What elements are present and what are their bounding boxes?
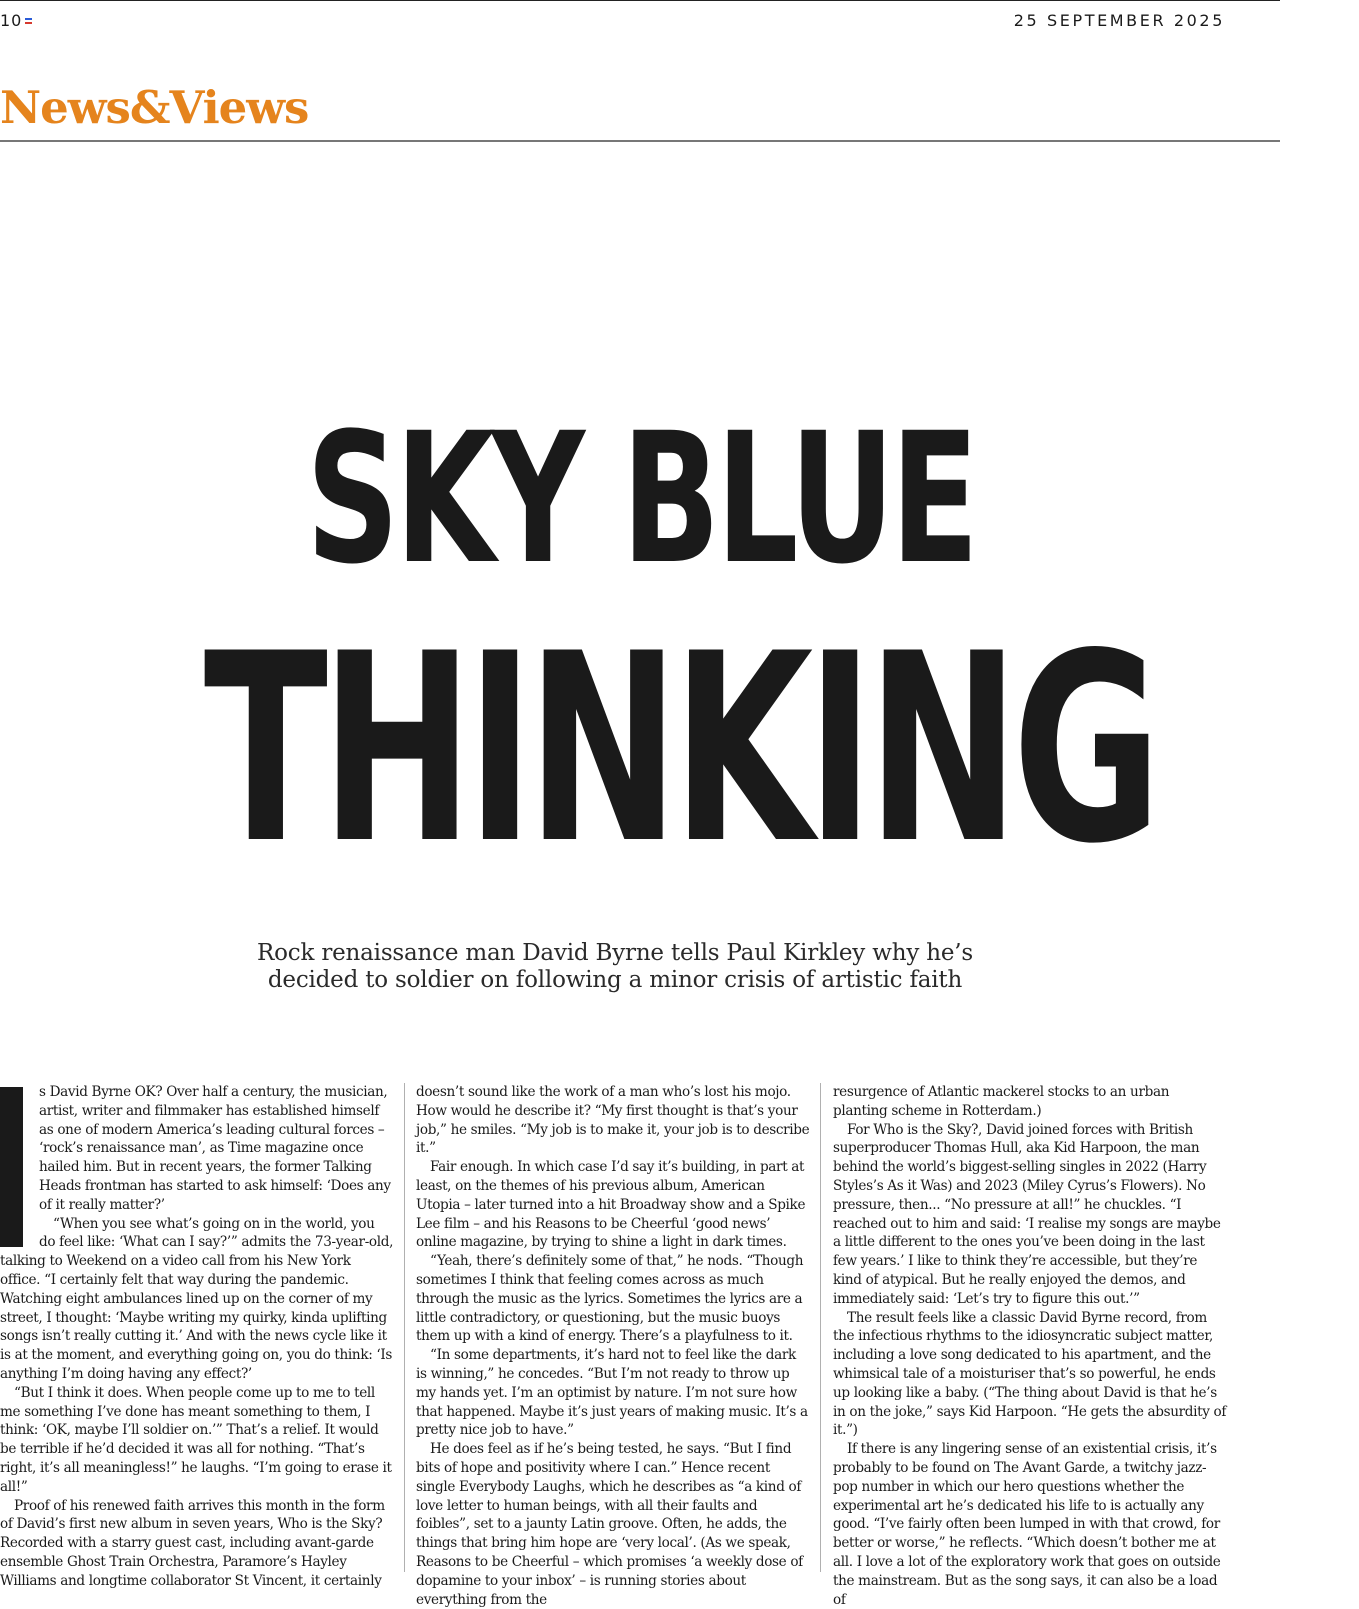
section-title: News&Views [0, 81, 309, 134]
paragraph: s David Byrne OK? Over half a century, the musician, artist, writer and filmmaker has established himself as one of modern America’s leading cultural forces – ‘rock’s renaissance man’, as Time magazine once hailed him. But in recent years, the former Talking Heads frontman has started to ask himself: ‘Does any of it really matter?’ [39, 1084, 391, 1213]
article-column-1 [0, 1083, 394, 1589]
standfirst-line-2: decided to soldier on following a minor crisis of artistic faith [267, 967, 963, 993]
issue-date: 25 SEPTEMBER 2025 [1013, 11, 1225, 30]
article-column-3 [833, 1083, 1227, 1608]
column-divider [404, 1083, 405, 1572]
drop-cap [0, 1087, 23, 1247]
paragraph: If there is any lingering sense of an existential crisis, it’s probably to be found on The Avant Garde, a twitchy jazz-pop number in which our hero questions whether the experimental art he’s dedicated his life to is actually any good. “I’ve fairly often been lumped in with that crowd, for better or worse,” he reflects. “Which doesn’t bother me at all. I love a lot of the exploratory work that goes on outside the mainstream. But as the song says, it can also be a load of [833, 1441, 1221, 1608]
paragraph: He does feel as if he’s being tested, he says. “But I find bits of hope and positivity where I can.” Hence recent single Everybody Laughs, which he describes as “a kind of love letter to human beings, with all their faults and foibles”, set to a jaunty Latin groove. Often, he adds, the things that bring him hope are ‘very local’. (As we speak, Reasons to be Cheerful – which promises ‘a weekly dose of dopamine to your inbox’ – is running stories about everything from the [416, 1441, 803, 1608]
paragraph: “In some departments, it’s hard not to feel like the dark is winning,” he concedes. “But I’m not ready to throw up my hands yet. I’m an optimist by nature. I’m not sure how that happened. Maybe it’s just years of making music. It’s a pretty nice job to have.” [416, 1347, 808, 1439]
page-number: 10 [0, 11, 32, 30]
paragraph: For Who is the Sky?, David joined forces with British superproducer Thomas Hull, aka Kid Harpoon, the man behind the world’s biggest-selling singles in 2022 (Harry Styles’s As it Was) and 2023 (Miley Cyrus’s Flowers). No pressure, then... “No pressure at all!” he chuckles. “I reached out to him and said: ‘I realise my songs are maybe a little different to the ones you’ve been doing in the last few years.’ I like to think they’re accessible, but they’re kind of atypical. But he really enjoyed the demos, and immediately said: ‘Let’s try to figure this out.’” [833, 1121, 1221, 1307]
headline-line-1: SKY BLUE [305, 395, 975, 604]
paragraph: Proof of his renewed faith arrives this month in the form of David’s first new album in seven years, Who is the Sky? Recorded with a starry guest cast, including avant-garde ensemble Ghost Train Orchestra, Paramore’s Hayley Williams and longtime collaborator St Vincent, it certainly [0, 1497, 385, 1589]
headline-line-2: THINKING [203, 599, 1155, 901]
column-divider [820, 1083, 821, 1572]
paragraph: “Yeah, there’s definitely some of that,” he nods. “Though sometimes I think that feeling comes across as much through the music as the lyrics. Sometimes the lyrics are a little contradictory, or questioning, but the music buoys them up with a kind of energy. There’s a playfulness to it. [416, 1253, 804, 1345]
paragraph: The result feels like a classic David Byrne record, from the infectious rhythms to the idiosyncratic subject matter, including a love song dedicated to his apartment, and the whimsical tale of a moisturiser that’s so powerful, he ends up looking like a baby. (“The thing about David is that he’s in on the joke,” says Kid Harpoon. “He gets the absurdity of it.”) [833, 1309, 1227, 1439]
section-rule [0, 140, 1280, 142]
paragraph: doesn’t sound like the work of a man who’s lost his mojo. How would he describe it? “My first thought is that’s your job,” he smiles. “My job is to make it, your job is to describe it.” [416, 1084, 810, 1157]
top-rule [0, 0, 1280, 1]
flag-icon [25, 18, 32, 24]
standfirst-line-1: Rock renaissance man David Byrne tells Paul Kirkley why he’s [257, 940, 973, 966]
paragraph: “When you see what’s going on in the world, you do feel like: ‘What can I say?’” admits the 73-year-old, talking to Weekend on a video call from his New York office. “I certainly felt that way during the pandemic. Watching eight ambulances lined up on the corner of my street, I thought: ‘Maybe writing my quirky, kinda uplifting songs isn’t really cutting it.’ And with the news cycle like it is at the moment, and everything going on, you do think: ‘Is anything I’m doing having any effect?’ [0, 1215, 394, 1382]
paragraph: Fair enough. In which case I’d say it’s building, in part at least, on the themes of his previous album, American Utopia – later turned into a hit Broadway show and a Spike Lee film – and his Reasons to be Cheerful ‘good news’ online magazine, by trying to shine a light in dark times. [416, 1159, 806, 1251]
paragraph: “But I think it does. When people come up to me to tell me something I’ve done has meant something to them, I think: ‘OK, maybe I’ll soldier on.’” That’s a relief. It would be terrible if he’d decided it was all for nothing. “That’s right, it’s all meaningless!” he laughs. “I’m going to erase it all!” [0, 1384, 392, 1495]
standfirst [215, 940, 1015, 994]
paragraph: resurgence of Atlantic mackerel stocks to an urban planting scheme in Rotterdam.) [833, 1084, 1170, 1119]
article-column-2 [416, 1083, 810, 1608]
